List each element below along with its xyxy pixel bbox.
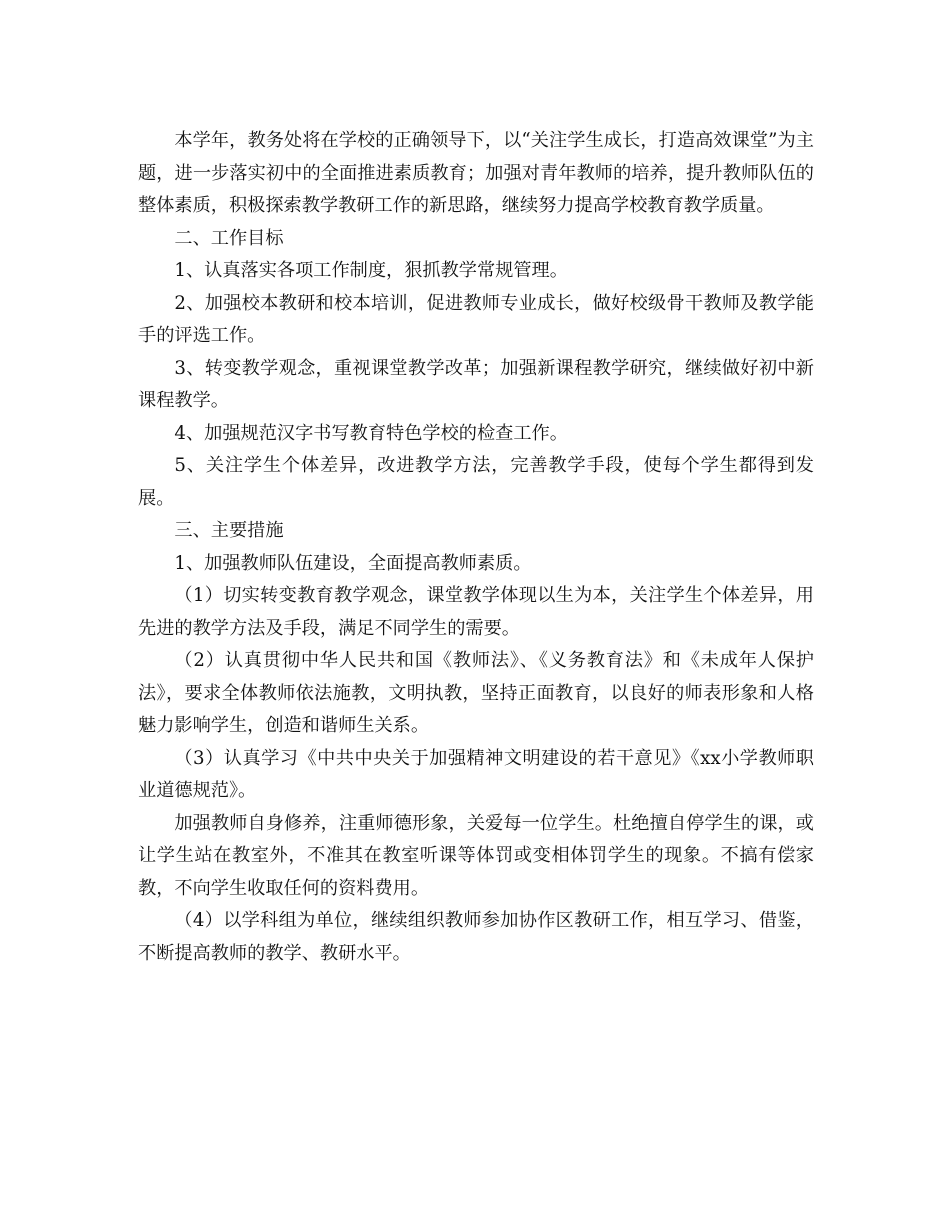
measure-subitem-4: （4）以学科组为单位，继续组织教师参加协作区教研工作，相互学习、借鉴，不断提高教师的教学、教研水平。 bbox=[138, 910, 814, 964]
measure-subitem-2: （2）认真贯彻中华人民共和国《教师法》、《义务教育法》和《未成年人保护法》，要求全体教师依法施教，文明执教，坚持正面教育，以良好的师表形象和人格魅力影响学生，创造和谐师生关系。 bbox=[138, 650, 814, 736]
goal-item-4: 4、加强规范汉字书写教育特色学校的检查工作。 bbox=[174, 422, 568, 444]
section-heading-goals: 二、工作目标 bbox=[174, 227, 284, 249]
section-heading-measures: 三、主要措施 bbox=[174, 520, 284, 541]
document-body bbox=[138, 125, 814, 970]
ethics-paragraph: 加强教师自身修养，注重师德形象，关爱每一位学生。杜绝擅自停学生的课，或让学生站在教室外，不准其在教室听课等体罚或变相体罚学生的现象。不搞有偿家教，不向学生收取任何的资料费用。 bbox=[138, 812, 814, 899]
goal-item-5: 5、关注学生个体差异，改进教学方法，完善教学手段，使每个学生都得到发展。 bbox=[138, 455, 814, 509]
measure-subitem-1: （1）切实转变教育教学观念，课堂教学体现以生为本，关注学生个体差异，用先进的教学方法及手段，满足不同学生的需要。 bbox=[138, 585, 814, 639]
goal-item-1: 1、认真落实各项工作制度，狠抓教学常规管理。 bbox=[174, 260, 568, 281]
intro-paragraph: 本学年，教务处将在学校的正确领导下，以“关注学生成长，打造高效课堂”为主题，进一步落实初中的全面推进素质教育；加强对青年教师的培养，提升教师队伍的整体素质，积极探索教学教研工作的新思路，继续努力提高学校教育教学质量。 bbox=[138, 130, 814, 216]
goal-item-2: 2、加强校本教研和校本培训，促进教师专业成长，做好校级骨干教师及教学能手的评选工作。 bbox=[138, 292, 814, 346]
measure-item-1: 1、加强教师队伍建设，全面提高教师素质。 bbox=[174, 552, 532, 574]
goal-item-3: 3、转变教学观念，重视课堂教学改革；加强新课程教学研究，继续做好初中新课程教学。 bbox=[138, 357, 814, 411]
measure-subitem-3: （3）认真学习《中共中央关于加强精神文明建设的若干意见》《xx小学教师职业道德规范》。 bbox=[138, 747, 814, 801]
